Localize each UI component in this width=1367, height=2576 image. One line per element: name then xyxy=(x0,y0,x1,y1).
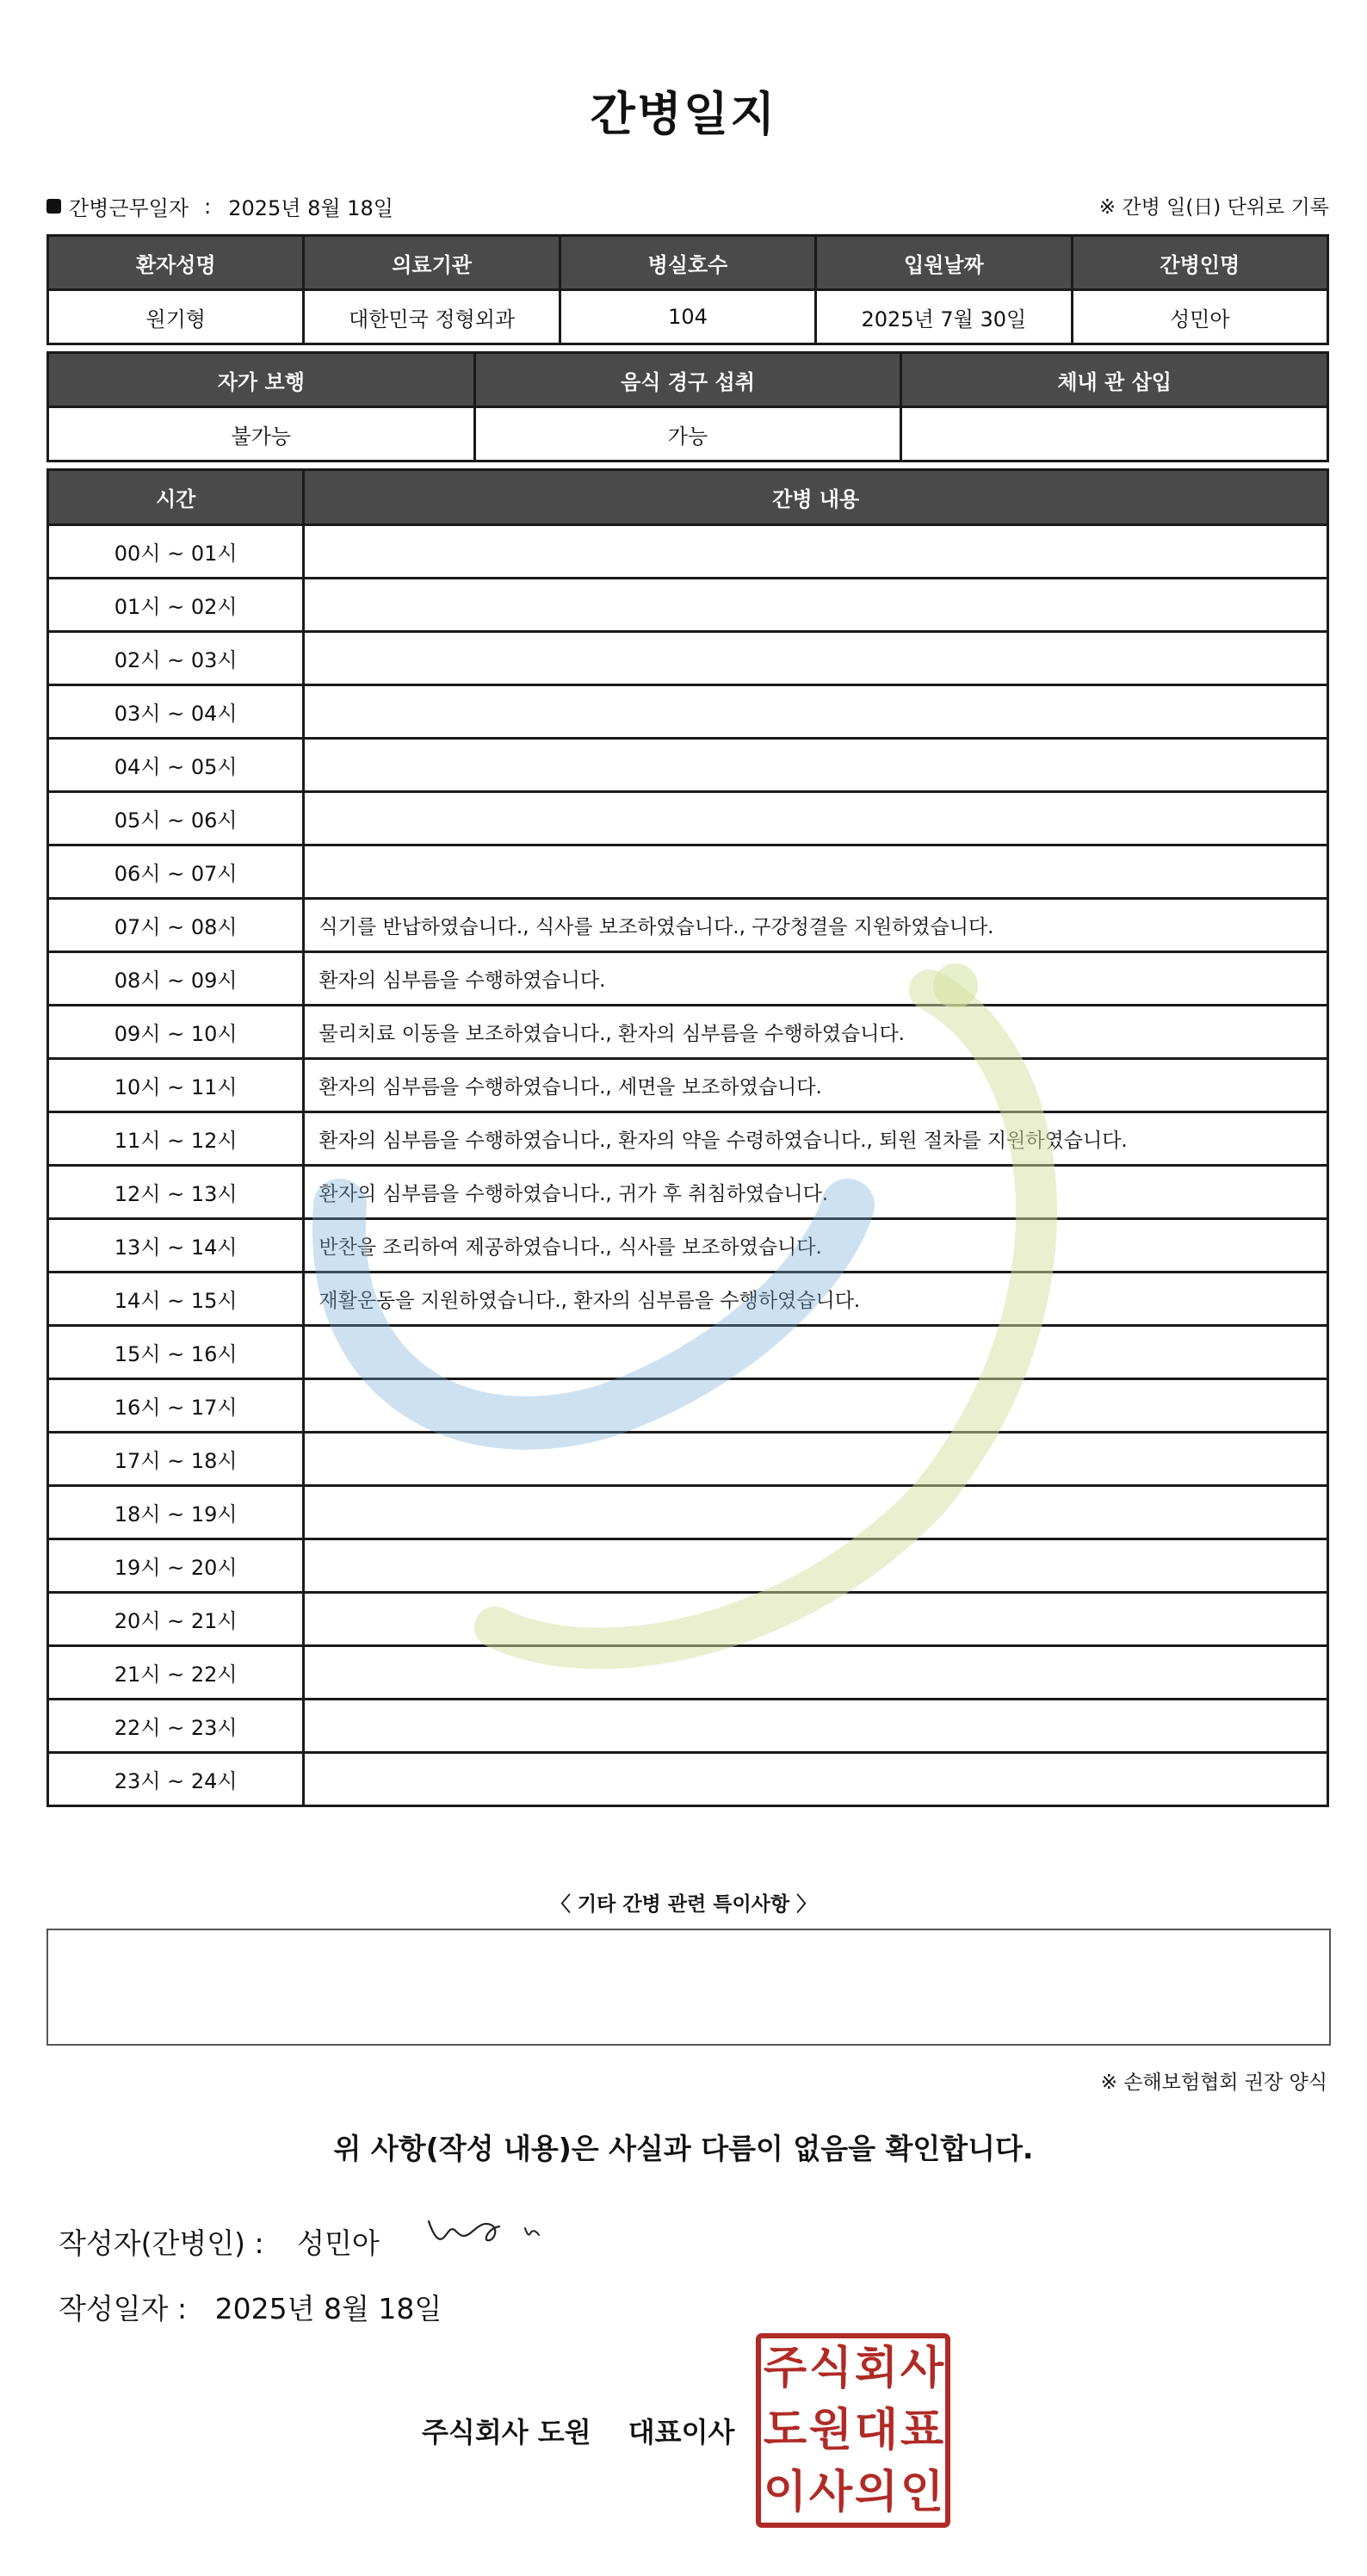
time-slot: 07시 ~ 08시 xyxy=(48,899,304,952)
company-name: 주식회사 도원 xyxy=(422,2416,591,2449)
special-notes-box xyxy=(46,1929,1331,2046)
time-slot: 03시 ~ 04시 xyxy=(48,685,304,739)
table-row xyxy=(48,1326,1328,1379)
time-slot: 08시 ~ 09시 xyxy=(48,952,304,1006)
care-content: 식기를 반납하였습니다., 식사를 보조하였습니다., 구강청결을 지원하였습니다. xyxy=(304,899,1328,952)
care-content xyxy=(304,739,1328,792)
care-content xyxy=(304,632,1328,685)
work-date-label: 간병근무일자 xyxy=(69,196,189,220)
time-slot: 20시 ~ 21시 xyxy=(48,1593,304,1646)
care-content: 물리치료 이동을 보조하였습니다., 환자의 심부름을 수행하였습니다. xyxy=(304,1006,1328,1059)
special-notes-title: 〈 기타 간병 관련 특이사항 〉 xyxy=(550,1893,817,1916)
table-row xyxy=(48,1700,1328,1753)
seal-character: 원 xyxy=(808,2405,853,2456)
table-row xyxy=(48,792,1328,845)
time-slot: 23시 ~ 24시 xyxy=(48,1753,304,1806)
company-signoff xyxy=(422,2411,734,2450)
table-row xyxy=(48,1753,1328,1806)
table-row xyxy=(48,1219,1328,1273)
table-row xyxy=(48,1166,1328,1219)
patient-status-table xyxy=(46,351,1329,462)
care-content: 반찬을 조리하여 제공하였습니다., 식사를 보조하였습니다. xyxy=(304,1219,1328,1273)
patient-info-table xyxy=(46,234,1329,345)
care-content: 환자의 심부름을 수행하였습니다., 환자의 약을 수령하였습니다., 퇴원 절차를 지원하였습니다. xyxy=(304,1112,1328,1166)
recommendation-note: ※ 손해보험협회 권장 양식 xyxy=(1100,2071,1327,2094)
table-row xyxy=(48,845,1328,899)
time-slot: 04시 ~ 05시 xyxy=(48,739,304,792)
table-row xyxy=(48,1646,1328,1700)
seal-character: 도 xyxy=(763,2405,807,2456)
care-content xyxy=(304,685,1328,739)
table-row xyxy=(48,1112,1328,1166)
time-slot: 09시 ~ 10시 xyxy=(48,1006,304,1059)
care-content xyxy=(304,1753,1328,1806)
time-slot: 22시 ~ 23시 xyxy=(48,1700,304,1753)
seal-character: 주 xyxy=(763,2343,807,2394)
oral-intake-value: 가능 xyxy=(474,407,901,461)
writer-name: 성민아 xyxy=(297,2226,380,2260)
care-content xyxy=(304,1379,1328,1433)
care-content xyxy=(304,579,1328,632)
handwritten-signature xyxy=(422,2204,560,2256)
time-slot: 17시 ~ 18시 xyxy=(48,1433,304,1486)
table-row xyxy=(48,739,1328,792)
confirmation-statement: 위 사항(작성 내용)은 사실과 다름이 없음을 확인합니다. xyxy=(333,2132,1034,2165)
seal-character: 표 xyxy=(900,2405,944,2456)
time-slot: 21시 ~ 22시 xyxy=(48,1646,304,1700)
patient-name: 원기형 xyxy=(48,290,304,344)
table-row xyxy=(48,579,1328,632)
care-log-table xyxy=(46,468,1329,1807)
care-log-rows xyxy=(48,525,1328,1806)
seal-character: 이 xyxy=(763,2467,807,2518)
header-hospital: 의료기관 xyxy=(304,236,560,290)
time-slot: 02시 ~ 03시 xyxy=(48,632,304,685)
care-content: 환자의 심부름을 수행하였습니다. xyxy=(304,952,1328,1006)
care-content: 환자의 심부름을 수행하였습니다., 귀가 후 취침하였습니다. xyxy=(304,1166,1328,1219)
table-row xyxy=(48,1593,1328,1646)
time-slot: 05시 ~ 06시 xyxy=(48,792,304,845)
table-row xyxy=(48,1379,1328,1433)
care-content xyxy=(304,1326,1328,1379)
seal-character: 대 xyxy=(854,2405,899,2456)
time-slot: 19시 ~ 20시 xyxy=(48,1539,304,1593)
bullet-square-icon xyxy=(46,199,61,214)
time-slot: 00시 ~ 01시 xyxy=(48,525,304,579)
care-content xyxy=(304,1593,1328,1646)
seal-character: 사 xyxy=(900,2343,944,2394)
care-content xyxy=(304,1539,1328,1593)
seal-character: 인 xyxy=(900,2467,944,2518)
header-admission-date: 입원날짜 xyxy=(816,236,1072,290)
table-row xyxy=(48,685,1328,739)
time-slot: 14시 ~ 15시 xyxy=(48,1273,304,1326)
care-content xyxy=(304,1646,1328,1700)
header-care-content: 간병 내용 xyxy=(304,470,1328,525)
table-row xyxy=(48,632,1328,685)
care-content xyxy=(304,525,1328,579)
table-row xyxy=(48,952,1328,1006)
time-slot: 15시 ~ 16시 xyxy=(48,1326,304,1379)
admission-date: 2025년 7월 30일 xyxy=(816,290,1072,344)
care-content xyxy=(304,792,1328,845)
care-content: 재활운동을 지원하였습니다., 환자의 심부름을 수행하였습니다. xyxy=(304,1273,1328,1326)
table-row xyxy=(48,899,1328,952)
seal-character: 식 xyxy=(808,2343,853,2394)
hospital-name: 대한민국 정형외과 xyxy=(304,290,560,344)
time-slot: 12시 ~ 13시 xyxy=(48,1166,304,1219)
time-slot: 16시 ~ 17시 xyxy=(48,1379,304,1433)
unit-note: ※ 간병 일(日) 단위로 기록 xyxy=(1098,196,1329,219)
document-title: 간병일지 xyxy=(590,87,777,141)
written-date-value: 2025년 8월 18일 xyxy=(214,2292,442,2325)
writer-label: 작성자(간병인) : xyxy=(59,2226,264,2260)
writer-line xyxy=(59,2221,380,2262)
company-seal xyxy=(756,2333,950,2528)
representative-title: 대표이사 xyxy=(628,2416,735,2449)
header-room-number: 병실호수 xyxy=(560,236,815,290)
table-row xyxy=(48,1486,1328,1539)
table-row xyxy=(48,1273,1328,1326)
care-content xyxy=(304,845,1328,899)
seal-character: 사 xyxy=(808,2467,853,2518)
care-content xyxy=(304,1433,1328,1486)
table-row xyxy=(48,1059,1328,1112)
work-date-row xyxy=(46,191,1329,220)
seal-character: 회 xyxy=(854,2343,899,2394)
care-content xyxy=(304,1700,1328,1753)
table-row xyxy=(48,1433,1328,1486)
table-row xyxy=(48,1539,1328,1593)
header-oral-intake: 음식 경구 섭취 xyxy=(474,353,901,407)
room-number: 104 xyxy=(560,290,815,344)
table-row xyxy=(48,525,1328,579)
caregiver-name: 성민아 xyxy=(1072,290,1327,344)
header-tube-insertion: 체내 관 삽입 xyxy=(901,353,1328,407)
self-walking-value: 불가능 xyxy=(48,407,475,461)
care-content: 환자의 심부름을 수행하였습니다., 세면을 보조하였습니다. xyxy=(304,1059,1328,1112)
tube-insertion-value xyxy=(901,407,1328,461)
time-slot: 13시 ~ 14시 xyxy=(48,1219,304,1273)
written-date-label: 작성일자 : xyxy=(59,2292,188,2325)
time-slot: 01시 ~ 02시 xyxy=(48,579,304,632)
time-slot: 18시 ~ 19시 xyxy=(48,1486,304,1539)
table-row xyxy=(48,1006,1328,1059)
work-date-colon: : xyxy=(204,194,212,219)
header-caregiver-name: 간병인명 xyxy=(1072,236,1327,290)
work-date-value: 2025년 8월 18일 xyxy=(228,196,393,220)
time-slot: 10시 ~ 11시 xyxy=(48,1059,304,1112)
time-slot: 06시 ~ 07시 xyxy=(48,845,304,899)
seal-character: 의 xyxy=(854,2467,899,2518)
header-patient-name: 환자성명 xyxy=(48,236,304,290)
care-content xyxy=(304,1486,1328,1539)
header-time: 시간 xyxy=(48,470,304,525)
written-date-line xyxy=(59,2287,442,2327)
header-self-walking: 자가 보행 xyxy=(48,353,475,407)
time-slot: 11시 ~ 12시 xyxy=(48,1112,304,1166)
